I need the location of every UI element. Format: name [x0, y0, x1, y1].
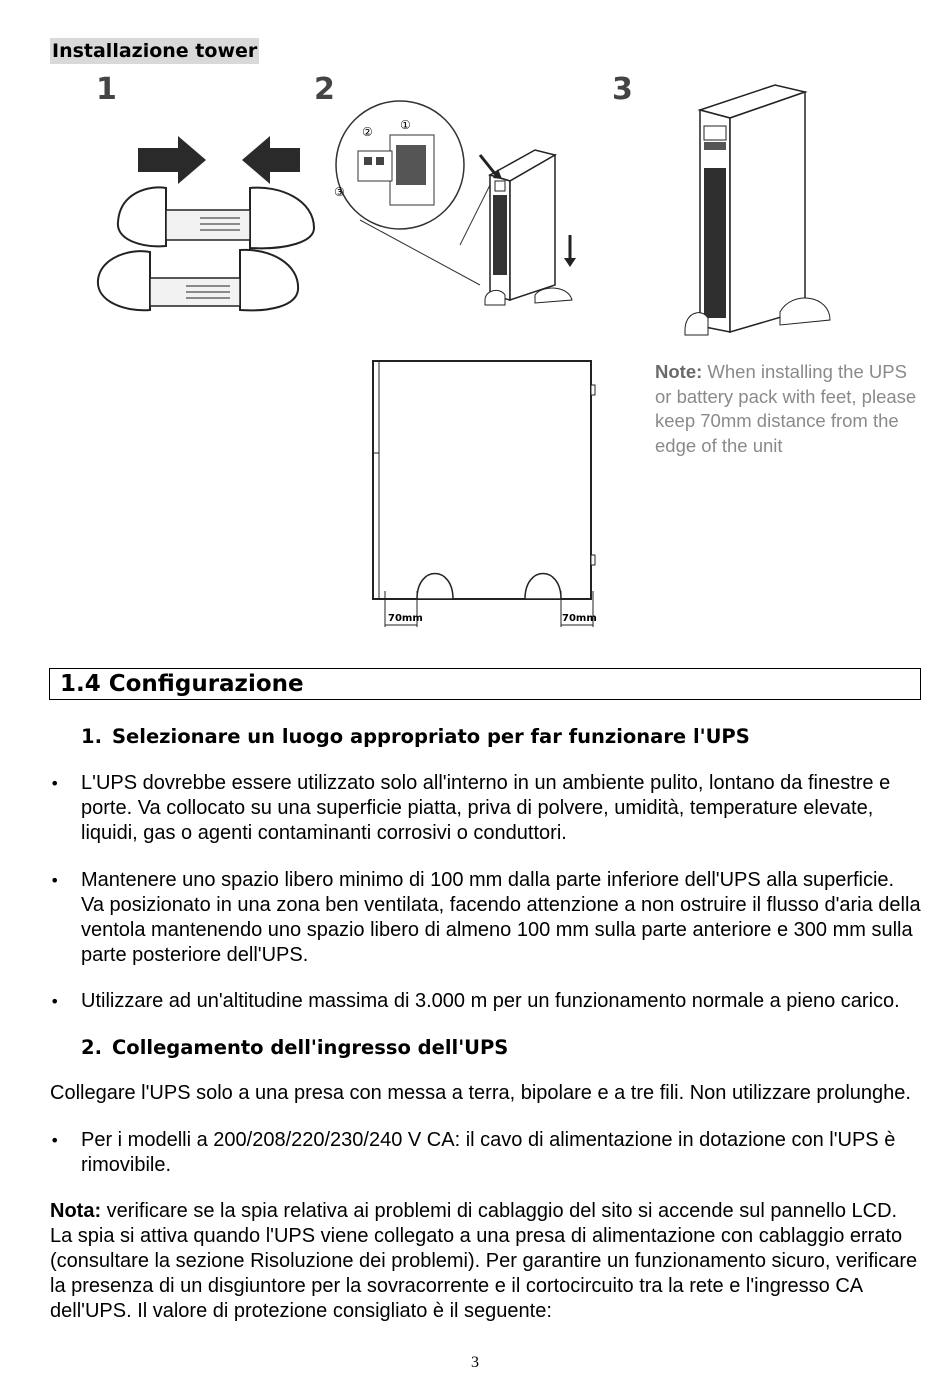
side-view-clearance-diagram [365, 355, 605, 635]
nota-label: Nota: [50, 1200, 102, 1222]
note-text: When installing the UPS or battery pack with feet, please keep 70mm distance from the edge of the unit [655, 361, 917, 456]
step-number-1: 1 [96, 72, 117, 107]
callout-3: ③ [334, 185, 345, 199]
bullet-power-cord: Per i modelli a 200/208/220/230/240 V CA: il cavo di alimentazione in dotazione con l'UPS è rimovibile. [81, 1129, 896, 1176]
step-number-2: 2 [314, 72, 335, 107]
installation-note [655, 360, 925, 458]
bullet-location: L'UPS dovrebbe essere utilizzato solo all'interno in un ambiente pulito, lontano da finestre e porte. Va collocato su una superficie piatta, priva di polvere, umidità, temperature elevate, liquidi, gas o agenti contaminanti corrosivi o conduttori. [81, 772, 891, 844]
subsection-1-number: 1. [81, 725, 102, 748]
bullet-dot: • [50, 992, 60, 1011]
bullet-dot: • [50, 1131, 60, 1150]
nota-paragraph [50, 1199, 922, 1324]
feet-assembly-illustration [90, 130, 320, 320]
bullet-dot: • [50, 774, 60, 793]
subsection-2-number: 2. [81, 1036, 102, 1059]
section-title-box [49, 668, 921, 700]
bullet-dot: • [50, 871, 60, 890]
paragraph-grounding: Collegare l'UPS solo a una presa con messa a terra, bipolare e a tre fili. Non utilizzare prolunghe. [50, 1082, 911, 1104]
bullet-altitude: Utilizzare ad un'altitudine massima di 3.000 m per un funzionamento normale a pieno carico. [81, 990, 900, 1012]
dimension-right: 70mm [562, 613, 597, 624]
subsection-1-title: Selezionare un luogo appropriato per far funzionare l'UPS [112, 725, 750, 748]
callout-2: ② [362, 125, 373, 139]
page-number: 3 [471, 1354, 479, 1371]
dimension-left: 70mm [388, 613, 423, 624]
tower-ups-illustration [680, 80, 840, 340]
subsection-2-title: Collegamento dell'ingresso dell'UPS [112, 1036, 509, 1059]
nota-text: verificare se la spia relativa ai problemi di cablaggio del sito si accende sul pannello LCD. La spia si attiva quando l'UPS viene collegato a una presa di alimentazione con cablaggio errato (consultare la sezione Risoluzione dei problemi). Per garantire un funzionamento sicuro, verificare la presenza di un disgiuntore per la sovracorrente e il cortocircuito tra la rete e l'ingresso CA dell'UPS. Il valore di protezione consigliato è il seguente: [50, 1200, 918, 1322]
note-label: Note: [655, 361, 703, 382]
step-number-3: 3 [612, 72, 633, 107]
section-heading: Installazione tower [52, 40, 258, 62]
callout-1: ① [400, 118, 411, 132]
section-title: 1.4 Configurazione [60, 671, 304, 697]
bullet-clearance: Mantenere uno spazio libero minimo di 100 mm dalla parte inferiore dell'UPS alla superficie. Va posizionato in una zona ben ventilata, facendo attenzione a non ostruire il flusso d'aria della ventola mantenendo uno spazio libero di almeno 100 mm sulla parte anteriore e 300 mm sulla parte posteriore dell'UPS. [81, 869, 921, 966]
